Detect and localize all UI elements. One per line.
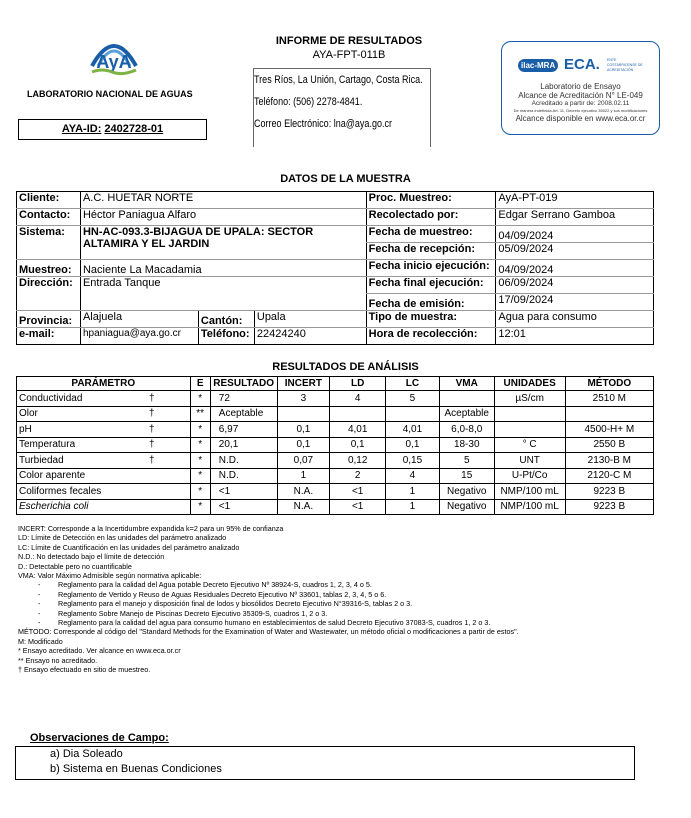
ld-cell	[330, 406, 386, 422]
vma-item: - Reglamento para la calidad del agua para consumo humano en establecimientos de salud Decreto Ejecutivo 37083-S, cuadros 1, 2 o 3.	[38, 618, 491, 628]
incert-cell: 0,1	[277, 437, 330, 453]
vma-cell: Negativo	[439, 484, 494, 500]
met-cell: 2550 B	[565, 437, 653, 453]
canton-value: Upala	[254, 311, 366, 328]
results-table	[16, 376, 654, 515]
observations-box	[15, 746, 635, 780]
ld-cell: <1	[330, 499, 386, 515]
table-row	[17, 391, 654, 407]
ld-cell: 0,1	[330, 437, 386, 453]
ld-cell: 0,12	[330, 453, 386, 469]
lab-phone: Teléfono: (506) 2278-4841.	[254, 96, 363, 108]
res-cell: 20,1	[210, 437, 277, 453]
parameter-cell	[17, 391, 191, 407]
observations-list	[16, 747, 634, 777]
results-header-cell: INCERT	[277, 377, 330, 391]
eca-line2: Alcance de Acreditación N° LE-049	[518, 91, 643, 100]
unid-cell	[494, 406, 565, 422]
accreditation-cell: *	[190, 422, 210, 438]
eca-line1: Laboratorio de Ensayo	[540, 82, 621, 91]
note-line: LD: Límite de Detección en las unidades del parámetro analizado	[18, 533, 227, 543]
res-cell: 72	[210, 391, 277, 407]
met-cell: 2510 M	[565, 391, 653, 407]
table-row	[17, 468, 654, 484]
results-header-cell: LD	[330, 377, 386, 391]
met-cell	[565, 406, 653, 422]
results-body	[17, 391, 654, 515]
cliente-label: Cliente:	[17, 192, 81, 209]
unid-cell: µS/cm	[494, 391, 565, 407]
eca-line3: Acreditado a partir de: 2008.02.11	[531, 100, 630, 107]
met-cell: 9223 B	[565, 499, 653, 515]
aya-logo-text: AyA	[96, 52, 132, 72]
incert-cell: 0,1	[277, 422, 330, 438]
hora-label: Hora de recolección:	[366, 328, 496, 345]
tipo-muestra-value: Agua para consumo	[496, 311, 654, 328]
notes-list-2	[18, 627, 678, 674]
onsite-marker: †	[149, 423, 155, 435]
fecha-recepcion-label: Fecha de recepción:	[366, 243, 496, 260]
accreditation-cell: *	[190, 391, 210, 407]
parameter-name: Temperatura	[19, 439, 76, 451]
fecha-inicio-value: 04/09/2024	[496, 260, 654, 277]
note-line: VMA: Valor Máximo Admisible según normativa aplicable:	[18, 571, 202, 581]
met-cell: 4500-H+ M	[565, 422, 653, 438]
fecha-muestreo-label: Fecha de muestreo:	[366, 226, 496, 243]
parameter-name: Turbiedad	[19, 454, 64, 466]
email-value: hpaniagua@aya.go.cr	[80, 328, 198, 345]
accreditation-cell: *	[190, 437, 210, 453]
fecha-emision-label: Fecha de emisión:	[366, 294, 496, 311]
note-line: D.: Detectable pero no cuantificable	[18, 561, 132, 571]
unid-cell	[494, 422, 565, 438]
proc-label: Proc. Muestreo:	[366, 192, 496, 209]
vma-cell: Negativo	[439, 499, 494, 515]
results-section-title: RESULTADOS DE ANÁLISIS	[272, 361, 419, 373]
provincia-value: Alajuela	[80, 311, 198, 328]
notes-block	[18, 524, 678, 675]
lab-address: Tres Ríos, La Unión, Cartago, Costa Rica.	[254, 74, 423, 86]
accreditation-cell: *	[190, 484, 210, 500]
note-line: LC: Límite de Cuantificación en las unidades del parámetro analizado	[18, 542, 240, 552]
lc-cell: 0,15	[386, 453, 440, 469]
lc-cell: 5	[386, 391, 440, 407]
eca-line5: Alcance disponible en www.eca.or.cr	[515, 114, 646, 123]
res-cell: Aceptable	[210, 406, 277, 422]
results-header-cell: VMA	[439, 377, 494, 391]
fecha-final-value: 06/09/2024	[496, 277, 654, 294]
sistema-value: HN-AC-093.3-BIJAGUA DE UPALA: SECTOR ALTAMIRA Y EL JARDIN	[80, 226, 366, 260]
lc-cell: 0,1	[386, 437, 440, 453]
vma-list	[18, 580, 678, 627]
res-cell: <1	[210, 499, 277, 515]
table-row	[17, 406, 654, 422]
parameter-name: pH	[19, 423, 32, 435]
unid-cell: U-Pt/Co	[494, 468, 565, 484]
observation-item: a) Dia Soleado	[50, 748, 123, 760]
met-cell: 2120-C M	[565, 468, 653, 484]
results-header-cell: PARÁMETRO	[17, 377, 191, 391]
parameter-cell	[17, 499, 191, 515]
results-header-cell: E	[190, 377, 210, 391]
vma-cell: 15	[439, 468, 494, 484]
note-line: M: Modificado	[18, 636, 63, 646]
incert-cell: 1	[277, 468, 330, 484]
res-cell: <1	[210, 484, 277, 500]
parameter-name: Conductividad	[19, 392, 83, 404]
aya-id-label: AYA-ID:	[61, 123, 102, 135]
incert-cell: N.A.	[277, 499, 330, 515]
direccion-label: Dirección:	[17, 277, 81, 311]
results-header-cell: MÉTODO	[565, 377, 653, 391]
email-label: e-mail:	[17, 328, 81, 345]
note-line: † Ensayo efectuado en sitio de muestreo.	[18, 665, 151, 675]
sample-table	[16, 191, 654, 345]
parameter-cell	[17, 437, 191, 453]
table-row	[17, 499, 654, 515]
unid-cell: NMP/100 mL	[494, 499, 565, 515]
hora-value: 12:01	[496, 328, 654, 345]
table-row	[17, 422, 654, 438]
note-line: ** Ensayo no acreditado.	[18, 655, 98, 665]
vma-item: - Reglamento para la calidad del Agua potable Decreto Ejecutivo Nº 38924-S, cuadros 1, 2, 3, 4 o 5.	[38, 580, 372, 590]
vma-item: - Reglamento para el manejo y disposición final de lodos y biosólidos Decreto Ejecutivo N°39316-S, tablas 2 o 3.	[38, 599, 413, 609]
res-cell: N.D.	[210, 453, 277, 469]
parameter-name: Coliformes fecales	[19, 485, 102, 497]
vma-cell: 6,0-8,0	[439, 422, 494, 438]
fecha-recepcion-value: 05/09/2024	[496, 243, 654, 260]
results-header-row	[17, 377, 654, 391]
telefono-value: 22424240	[254, 328, 366, 345]
lc-cell: 1	[386, 499, 440, 515]
vma-item: - Reglamento Sobre Manejo de Piscinas Decreto Ejecutivo 35309-S, cuadros 1, 2 o 3.	[38, 608, 328, 618]
eca-subtitle: ENTE COSTARRICENSE DE ACREDITACIÓN	[607, 58, 643, 72]
met-cell: 2130-B M	[565, 453, 653, 469]
recolectado-label: Recolectado por:	[366, 209, 496, 226]
res-cell: 6,97	[210, 422, 277, 438]
vma-cell: 5	[439, 453, 494, 469]
incert-cell	[277, 406, 330, 422]
sample-section-title: DATOS DE LA MUESTRA	[280, 173, 411, 185]
fecha-final-label: Fecha final ejecución:	[366, 277, 496, 294]
lab-email: Correo Electrónico: lna@aya.go.cr	[254, 118, 393, 130]
cliente-value: A.C. HUETAR NORTE	[80, 192, 366, 209]
accreditation-cell: **	[190, 406, 210, 422]
telefono-label: Teléfono:	[198, 328, 254, 345]
results-header-cell: LC	[386, 377, 440, 391]
lc-cell: 4	[386, 468, 440, 484]
tipo-muestra-label: Tipo de muestra:	[366, 311, 496, 328]
met-cell: 9223 B	[565, 484, 653, 500]
parameter-cell	[17, 468, 191, 484]
incert-cell: 0,07	[277, 453, 330, 469]
ld-cell: <1	[330, 484, 386, 500]
ld-cell: 2	[330, 468, 386, 484]
muestreo-value: Naciente La Macadamia	[80, 260, 366, 277]
vma-cell	[439, 391, 494, 407]
report-title: INFORME DE RESULTADOS	[275, 35, 423, 47]
table-row	[17, 484, 654, 500]
ilac-logo: ilac-MRA	[518, 59, 558, 72]
ld-cell: 4	[330, 391, 386, 407]
parameter-cell	[17, 484, 191, 500]
accreditation-cell: *	[190, 468, 210, 484]
note-line: * Ensayo acreditado. Ver alcance en www.eca.or.cr	[18, 646, 181, 656]
note-line: MÉTODO: Corresponde al código del "Standard Methods for the Examination of Water and Wastewater, un método oficial o modificaciones a partir de estos".	[18, 627, 519, 637]
aya-id-box	[18, 119, 207, 140]
aya-logo	[84, 30, 144, 82]
incert-cell: 3	[277, 391, 330, 407]
onsite-marker: †	[149, 408, 155, 420]
canton-label: Cantón:	[198, 311, 254, 328]
report-code: AYA-FPT-011B	[312, 49, 386, 61]
note-line: N.D.: No detectado bajo el límite de detección	[18, 552, 165, 562]
lc-cell	[386, 406, 440, 422]
vma-cell: 18-30	[439, 437, 494, 453]
parameter-name: Escherichia coli	[19, 501, 89, 513]
unid-cell: UNT	[494, 453, 565, 469]
unid-cell: NMP/100 mL	[494, 484, 565, 500]
muestreo-label: Muestreo:	[17, 260, 81, 277]
lc-cell: 4,01	[386, 422, 440, 438]
incert-cell: N.A.	[277, 484, 330, 500]
fecha-emision-value: 17/09/2024	[496, 294, 654, 311]
notes-list	[18, 524, 678, 580]
parameter-name: Color aparente	[19, 470, 86, 482]
vma-item: - Reglamento de Vertido y Reuso de Aguas Residuales Decreto Ejecutivo Nº 33601, tablas 2, 3, 4, 5 o 6.	[38, 589, 387, 599]
observation-item: b) Sistema en Buenas Condiciones	[50, 763, 222, 775]
provincia-label: Provincia:	[17, 311, 81, 328]
contacto-value: Héctor Paniagua Alfaro	[80, 209, 366, 226]
eca-line4: De manera indefinida Art. 11, Decreto ejecutivo 35022 y sus modificaciones	[513, 108, 648, 113]
direccion-value: Entrada Tanque	[80, 277, 366, 311]
proc-value: AyA-PT-019	[496, 192, 654, 209]
parameter-cell	[17, 422, 191, 438]
lab-name: LABORATORIO NACIONAL DE AGUAS	[27, 89, 193, 99]
observations-title: Observaciones de Campo:	[30, 732, 169, 744]
recolectado-value: Edgar Serrano Gamboa	[496, 209, 654, 226]
fecha-inicio-label: Fecha inicio ejecución:	[366, 260, 496, 277]
accreditation-cell: *	[190, 453, 210, 469]
contacto-label: Contacto:	[17, 209, 81, 226]
res-cell: N.D.	[210, 468, 277, 484]
ld-cell: 4,01	[330, 422, 386, 438]
parameter-name: Olor	[19, 408, 38, 420]
eca-logo: ECA.	[564, 56, 600, 73]
accreditation-seal	[501, 41, 660, 135]
vma-cell: Aceptable	[439, 406, 494, 422]
onsite-marker: †	[149, 439, 155, 451]
sistema-label: Sistema:	[17, 226, 81, 260]
parameter-cell	[17, 453, 191, 469]
results-header-cell: RESULTADO	[210, 377, 277, 391]
onsite-marker: †	[149, 454, 155, 466]
aya-id-value: 2402728-01	[104, 123, 164, 135]
results-header-cell: UNIDADES	[494, 377, 565, 391]
lc-cell: 1	[386, 484, 440, 500]
fecha-muestreo-value: 04/09/2024	[496, 226, 654, 243]
note-line: INCERT: Corresponde a la Incertidumbre expandida k=2 para un 95% de confianza	[18, 524, 284, 533]
parameter-cell	[17, 406, 191, 422]
table-row	[17, 437, 654, 453]
table-row	[17, 453, 654, 469]
unid-cell: ° C	[494, 437, 565, 453]
accreditation-cell: *	[190, 499, 210, 515]
lab-contact-box	[253, 68, 431, 147]
onsite-marker: †	[149, 392, 155, 404]
